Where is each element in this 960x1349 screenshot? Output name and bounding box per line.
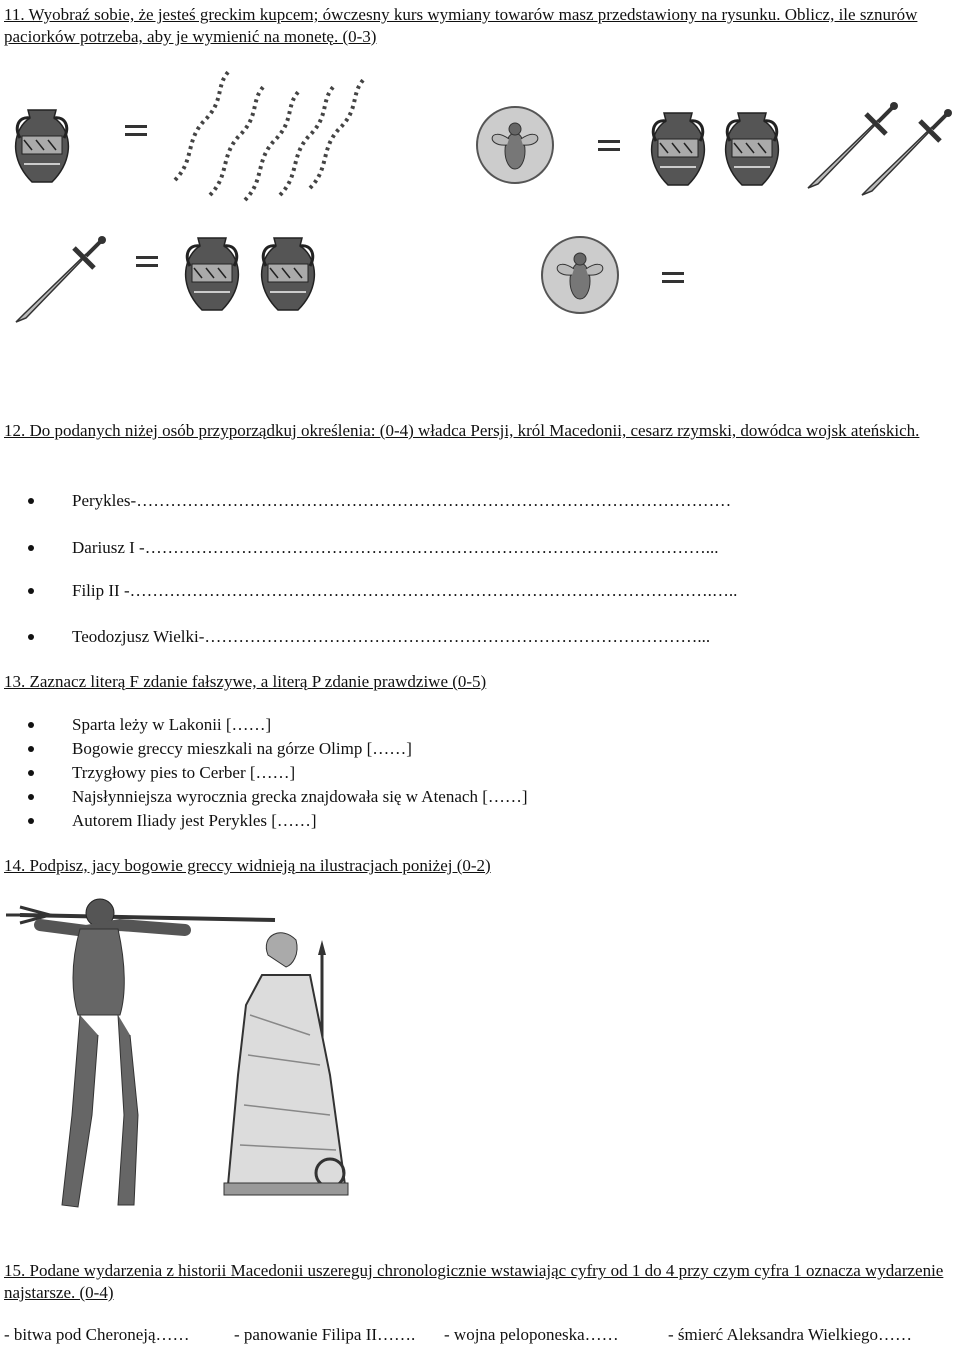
question-14-text: 14. Podpisz, jacy bogowie greccy widnieją na ilustracjach poniżej (0-2) xyxy=(4,856,491,875)
event-item: - panowanie Filipa II……. xyxy=(234,1325,416,1344)
beads-icon xyxy=(175,70,230,180)
sword-icon xyxy=(16,236,106,322)
event-item: - śmierć Aleksandra Wielkiego…… xyxy=(668,1325,913,1344)
question-15-text: 15. Podane wydarzenia z historii Macedonii uszereguj chronologicznie wstawiając cyfry od 1 do 4 przy czym cyfra 1 oznacza wydarzenie najstarsze. (0-4) xyxy=(4,1261,944,1302)
beads-icon xyxy=(310,78,365,188)
athena-statue-icon xyxy=(224,933,348,1195)
list-item: Perykles-…………………………………………………………………………………………… xyxy=(28,490,731,512)
list-item: Bogowie greccy mieszkali na górze Olimp [……] xyxy=(28,738,412,760)
question-11-text: 11. Wyobraź sobie, że jesteś greckim kupcem; ówczesny kurs wymiany towarów masz przedstawiony na rysunku. Oblicz, ile sznurów paciorków potrzeba, aby je wymienić na monetę. (0-3) xyxy=(4,5,918,46)
event-item: - wojna peloponeska…… xyxy=(444,1325,619,1344)
amphora-icon xyxy=(262,238,315,310)
amphora-icon xyxy=(16,110,69,182)
list-item: Najsłynniejsza wyrocznia grecka znajdowała się w Atenach [……] xyxy=(28,786,528,808)
list-item: Teodozjusz Wielki-……………………………………………………………………………... xyxy=(28,626,710,648)
event-item: - bitwa pod Cheroneją…… xyxy=(4,1325,190,1344)
amphora-icon xyxy=(652,113,705,185)
amphora-icon xyxy=(726,113,779,185)
list-item: Trzygłowy pies to Cerber [……] xyxy=(28,762,295,784)
coin-icon xyxy=(477,107,553,183)
question-12-text: 12. Do podanych niżej osób przyporządkuj określenia: (0-4) władca Persji, król Macedonii, cesarz rzymski, dowódca wojsk ateńskich. xyxy=(4,421,920,440)
list-item: Autorem Iliady jest Perykles [……] xyxy=(28,810,317,832)
list-item: Sparta leży w Lakonii [……] xyxy=(28,714,271,736)
amphora-icon xyxy=(186,238,239,310)
list-item: Dariusz I -………………………………………………………………………………………... xyxy=(28,537,718,559)
beads-icon xyxy=(210,85,265,195)
barter-illustration xyxy=(0,70,960,330)
beads-icon xyxy=(280,85,335,195)
coin-icon xyxy=(542,237,618,313)
list-item: Filip II -………………………………………………………………………………………….….. xyxy=(28,580,737,602)
question-13-text: 13. Zaznacz literą F zdanie fałszywe, a literą P zdanie prawdziwe (0-5) xyxy=(4,672,487,691)
gods-illustration xyxy=(0,885,400,1215)
